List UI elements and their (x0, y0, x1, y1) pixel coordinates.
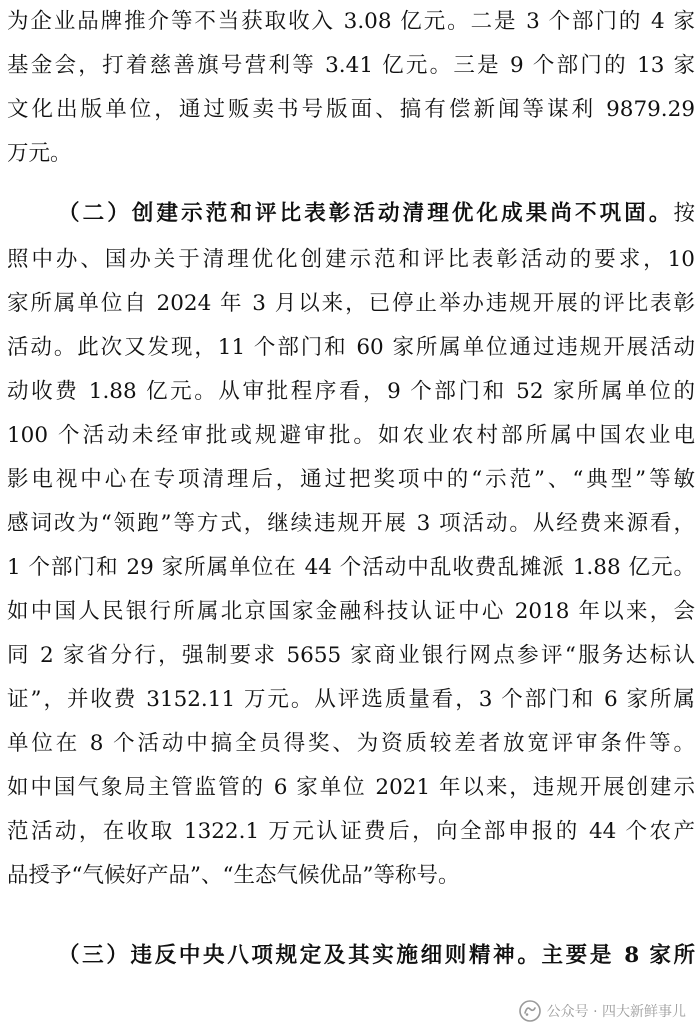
text-line-16: 证”，并收费 3152.11 万元。从评选质量看，3 个部门和 6 家所属 (7, 687, 695, 712)
heading-continuation: 按 (673, 201, 695, 226)
text-line-15: 同 2 家省分行，强制要求 5655 家商业银行网点参评“服务达标认 (7, 643, 695, 668)
text-line-1: 为企业品牌推介等不当获取收入 3.08 亿元。二是 3 个部门的 4 家 (7, 9, 695, 34)
text-line-20: 品授予“气候好产品”、“生态气候优品”等称号。 (7, 863, 460, 888)
text-line-7: 家所属单位自 2024 年 3 月以来，已停止举办违规开展的评比表彰 (7, 291, 695, 316)
text-line-11: 影电视中心在专项清理后，通过把奖项中的“示范”、“典型”等敏 (7, 467, 695, 492)
section-heading-2: （二）创建示范和评比表彰活动清理优化成果尚不巩固。 (58, 201, 674, 226)
text-line-2: 基金会，打着慈善旗号营利等 3.41 亿元。三是 9 个部门的 13 家 (7, 53, 695, 78)
wechat-official-account-icon (519, 1000, 541, 1022)
text-line-6: 照中办、国办关于清理优化创建示范和评比表彰活动的要求，10 (7, 247, 695, 272)
text-line-9: 动收费 1.88 亿元。从审批程序看，9 个部门和 52 家所属单位的 (7, 379, 695, 404)
text-line-19: 范活动，在收取 1322.1 万元认证费后，向全部申报的 44 个农产 (7, 819, 695, 844)
text-line-4: 万元。 (7, 141, 72, 166)
text-line-17: 单位在 8 个活动中搞全员得奖、为资质较差者放宽评审条件等。 (7, 731, 695, 756)
text-line-18: 如中国气象局主管监管的 6 家单位 2021 年以来，违规开展创建示 (7, 775, 695, 800)
text-line-13: 1 个部门和 29 家所属单位在 44 个活动中乱收费乱摊派 1.88 亿元。 (7, 555, 695, 580)
text-line-12: 感词改为“领跑”等方式，继续违规开展 3 项活动。从经费来源看， (7, 511, 695, 536)
text-line-10: 100 个活动未经审批或规避审批。如农业农村部所属中国农业电 (7, 423, 695, 448)
watermark (519, 999, 686, 1023)
watermark-text: 公众号 · 四大新鲜事儿 (546, 1004, 686, 1020)
text-line-8: 活动。此次又发现，11 个部门和 60 家所属单位通过违规开展活动 (7, 335, 695, 360)
text-line-14: 如中国人民银行所属北京国家金融科技认证中心 2018 年以来，会 (7, 599, 695, 624)
section-heading-3: （三）违反中央八项规定及其实施细则精神。主要是 8 家所 (58, 943, 695, 968)
section-heading-line (58, 194, 695, 234)
text-line-3: 文化出版单位，通过贩卖书号版面、搞有偿新闻等谋利 9879.29 (7, 97, 695, 122)
